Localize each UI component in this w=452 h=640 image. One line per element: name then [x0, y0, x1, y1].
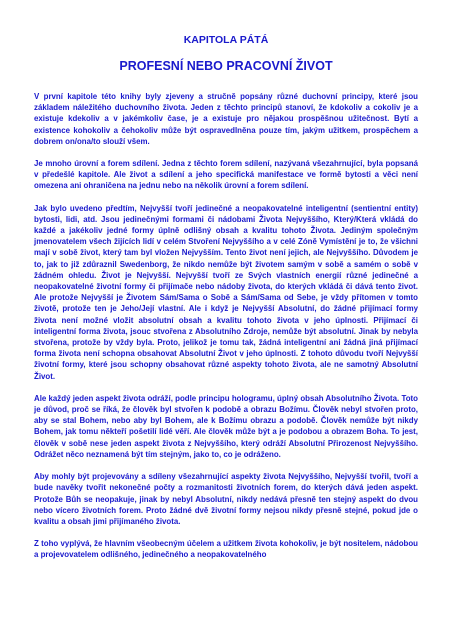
paragraph: Aby mohly být projevovány a sdíleny všezahrnující aspekty života Nejvyššího, Nejvyšší tvořil, tvoří a bude navěky tvořit nekonečné počty a rozmanitosti životních forem, do kterých dává jeden aspekt. Protože Bůh se neopakuje, jinak by nebyl Absolutní, nikdy nedává přesně ten stejný aspekt do dvou nebo vícero životních forem. Proto žádné dvě životní formy nejsou nikdy přesně stejné, pokud jde o kvalitu a obsah jimi přijímaného života.: [34, 472, 418, 526]
chapter-title: PROFESNÍ NEBO PRACOVNÍ ŽIVOT: [119, 59, 333, 73]
paragraph: Z toho vyplývá, že hlavním všeobecným účelem a užitkem života kohokoliv, je být nositelem, nádobou a projevovatelem odlišného, jedinečného a neopakovatelného: [34, 539, 418, 560]
paragraph: Ale každý jeden aspekt života odráží, podle principu hologramu, úplný obsah Absolutního Života. Toto je důvod, proč se říká, že člověk byl stvořen k podobě a obrazu Božímu. Člověk nebyl stvořen proto, aby se stal Bohem, nebo aby byl Bohem, ale k Božímu obrazu a podobě. Člověk nemůže být nikdy Bohem, jak tomu někteří pošetilí lidé věří. Ale člověk může být a je podobou a obrazem Boha. To jest, člověk v sobě nese jeden aspekt života z Nejvyššího, který odráží Absolutní Přirozenost Nejvyššího. Odrážet něco neznamená být tím stejným, jako to, co je odráženo.: [34, 393, 418, 459]
chapter-heading: KAPITOLA PÁTÁ: [183, 34, 269, 46]
paragraph: Je mnoho úrovní a forem sdílení. Jedna z těchto forem sdílení, nazývaná všezahrnující, byla popsaná v předešlé kapitole. Ale život a sdílení a jeho specifická manifestace ve formě bytosti a věci není omezena ani ohraničena na jednu nebo na několik úrovní a forem sdílení.: [34, 159, 418, 191]
body-text: [34, 91, 418, 561]
paragraph: V první kapitole této knihy byly zjeveny a stručně popsány různé duchovní principy, které jsou základem náležitého duchovního života. Jeden z těchto principů stanoví, že kdokoliv a cokoliv je a existuje kdekoliv a v jakémkoliv čase, je a existuje pro nějakou prospěšnou užitečnost. Bytí a existence kohokoliv a čehokoliv může být ospravedlněna pouze tím, jakým užitkem, prospěchem a dobrem on/ona/to slouží všem.: [34, 92, 418, 146]
paragraph: Jak bylo uvedeno předtím, Nejvyšší tvoří jedinečné a neopakovatelné inteligentní (sentientní entity) bytosti, lidi, atd. Jsou jedinečnými formami či nádobami Života Nejvyššího, Který/Která vkládá do každé a jakékoliv jedné formy úplně odlišný obsah a kvalitu tohoto Života. Jediným společným jmenovatelem všech žijících lidí v celém Stvoření Nejvyššího a v celé Zóně Vymístění je to, že všichni mají v sobě život, který tam byl vložen Nejvyšším. Tento život není jejich, ale Nejvyššího. Důvodem je to, jak to již zdůraznil Swedenborg, že nikdo nemůže být životem samým v sobě a samém o sobě v žádném ohledu. Život je Nejvyšší. Nejvyšší tvoří ze Svých vlastních energií různé jedinečné a neopakovatelné životní formy či přijímače nebo nádoby života, do kterých vkládá či dává tento život. Ale protože Nejvyšší je Životem Sám/Sama o Sobě a Sám/Sama od Sebe, je vždy přítomen v tomto životě, protože ten je Jeho/Její vlastní. Ale i když je Nejvyšší Absolutní, do žádné přijímací formy života není možné vložit absolutní obsah a kvalitu tohoto života v jeho úplnosti. Přijímací či inteligentní forma života, jsouc stvořena z Absolutního Zdroje, nemůže být absolutní. Jinak by nebyla stvořena, protože by vždy byla. Proto, jelikož je tomu tak, žádná inteligentní ani žádná jiná přijímací forma života není schopna obsahovat Absolutní Život v jeho úplnosti. Z tohoto důvodu tvoří Nejvyšší životní formy, které jsou schopny obsahovat různé aspekty tohoto života, ale ne samotný Absolutní Život.: [34, 203, 418, 381]
